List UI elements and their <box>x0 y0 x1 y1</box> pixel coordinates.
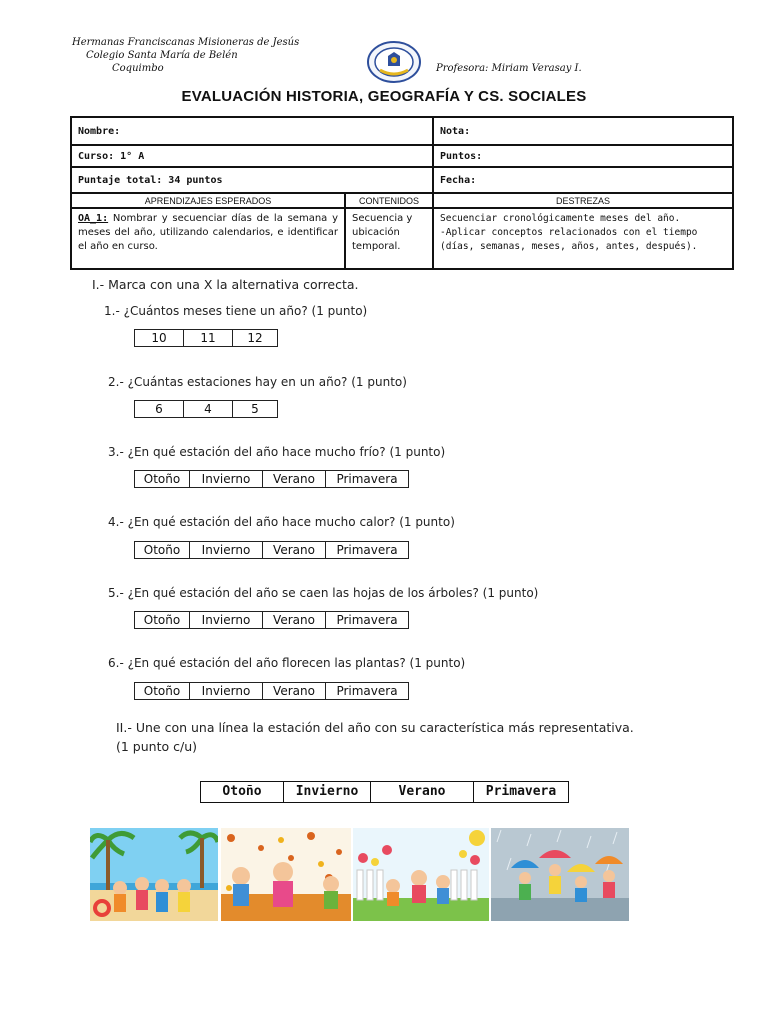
q5-options <box>134 611 409 629</box>
q6-option-primavera[interactable]: Primavera <box>336 684 398 698</box>
q5-option-verano[interactable]: Verano <box>263 612 326 628</box>
skills-header: DESTREZAS <box>433 193 733 208</box>
skills-cell <box>433 208 733 269</box>
question-1: 1.- ¿Cuántos meses tiene un año? (1 punto) <box>104 304 368 318</box>
skill-2: -Aplicar conceptos relacionados con el tiempo (días, semanas, meses, años, antes, después). <box>440 227 698 252</box>
learning-header: APRENDIZAJES ESPERADOS <box>71 193 345 208</box>
q2-option-1[interactable]: 6 <box>135 401 184 417</box>
q1-options <box>134 329 278 347</box>
q5-option-primavera[interactable]: Primavera <box>336 613 398 627</box>
question-4: 4.- ¿En qué estación del año hace mucho calor? (1 punto) <box>108 515 455 529</box>
winter-rain-illustration[interactable] <box>491 828 629 921</box>
contents-header: CONTENIDOS <box>345 193 433 208</box>
summer-illustration[interactable] <box>90 828 218 921</box>
section1-instruction: I.- Marca con una X la alternativa correcta. <box>92 277 359 292</box>
q6-option-otono[interactable]: Otoño <box>135 683 190 699</box>
points-field[interactable]: Puntos: <box>433 145 733 167</box>
q2-options <box>134 400 278 418</box>
teacher-name: Profesora: Miriam Verasay I. <box>436 63 582 74</box>
student-info-table <box>70 116 734 270</box>
question-5: 5.- ¿En qué estación del año se caen las hojas de los árboles? (1 punto) <box>108 586 539 600</box>
q3-option-invierno[interactable]: Invierno <box>190 471 263 487</box>
contents-cell: Secuencia y ubicación temporal. <box>345 208 433 269</box>
q1-option-3[interactable]: 12 <box>247 331 263 345</box>
school-city: Coquimbo <box>112 63 164 74</box>
section2-instruction: II.- Une con una línea la estación del año con su característica más representativa. <box>116 720 634 735</box>
oa-text: Nombrar y secuenciar días de la semana y meses del año, utilizando calendarios, e identificar el año en curso. <box>78 213 338 252</box>
q3-option-primavera[interactable]: Primavera <box>336 472 398 486</box>
date-field[interactable]: Fecha: <box>433 167 733 193</box>
q6-options <box>134 682 409 700</box>
q1-option-2[interactable]: 11 <box>184 330 233 346</box>
season-label-primavera[interactable]: Primavera <box>485 784 557 799</box>
school-congregation: Hermanas Franciscanas Misioneras de Jesús <box>72 37 300 48</box>
q4-option-otono[interactable]: Otoño <box>135 542 190 558</box>
season-labels-row <box>200 781 569 803</box>
oa-code: OA_1: <box>78 213 109 224</box>
q5-option-otono[interactable]: Otoño <box>135 612 190 628</box>
q2-option-2[interactable]: 4 <box>184 401 233 417</box>
season-label-verano[interactable]: Verano <box>371 782 474 802</box>
q2-option-3[interactable]: 5 <box>251 402 259 416</box>
q4-options <box>134 541 409 559</box>
learning-objective <box>71 208 345 269</box>
q1-option-1[interactable]: 10 <box>135 330 184 346</box>
school-logo <box>366 40 422 84</box>
spring-illustration[interactable] <box>353 828 489 921</box>
q4-option-verano[interactable]: Verano <box>263 542 326 558</box>
question-2: 2.- ¿Cuántas estaciones hay en un año? (1 punto) <box>108 375 407 389</box>
school-name: Colegio Santa María de Belén <box>86 50 238 61</box>
question-6: 6.- ¿En qué estación del año florecen las plantas? (1 punto) <box>108 656 466 670</box>
q6-option-verano[interactable]: Verano <box>263 683 326 699</box>
course-field: Curso: 1° A <box>71 145 433 167</box>
section2-points: (1 punto c/u) <box>116 739 197 754</box>
season-label-invierno[interactable]: Invierno <box>284 782 371 802</box>
q6-option-invierno[interactable]: Invierno <box>190 683 263 699</box>
q3-options <box>134 470 409 488</box>
question-3: 3.- ¿En qué estación del año hace mucho frío? (1 punto) <box>108 445 446 459</box>
autumn-illustration[interactable] <box>221 828 351 921</box>
name-field[interactable]: Nombre: <box>71 117 433 145</box>
grade-field[interactable]: Nota: <box>433 117 733 145</box>
q3-option-verano[interactable]: Verano <box>263 471 326 487</box>
q4-option-invierno[interactable]: Invierno <box>190 542 263 558</box>
q4-option-primavera[interactable]: Primavera <box>336 543 398 557</box>
q5-option-invierno[interactable]: Invierno <box>190 612 263 628</box>
page-title: EVALUACIÓN HISTORIA, GEOGRAFÍA Y CS. SOCIALES <box>181 88 587 105</box>
skill-1: Secuenciar cronológicamente meses del año. <box>440 213 681 224</box>
q3-option-otono[interactable]: Otoño <box>135 471 190 487</box>
season-label-otono[interactable]: Otoño <box>201 782 284 802</box>
total-score: Puntaje total: 34 puntos <box>71 167 433 193</box>
